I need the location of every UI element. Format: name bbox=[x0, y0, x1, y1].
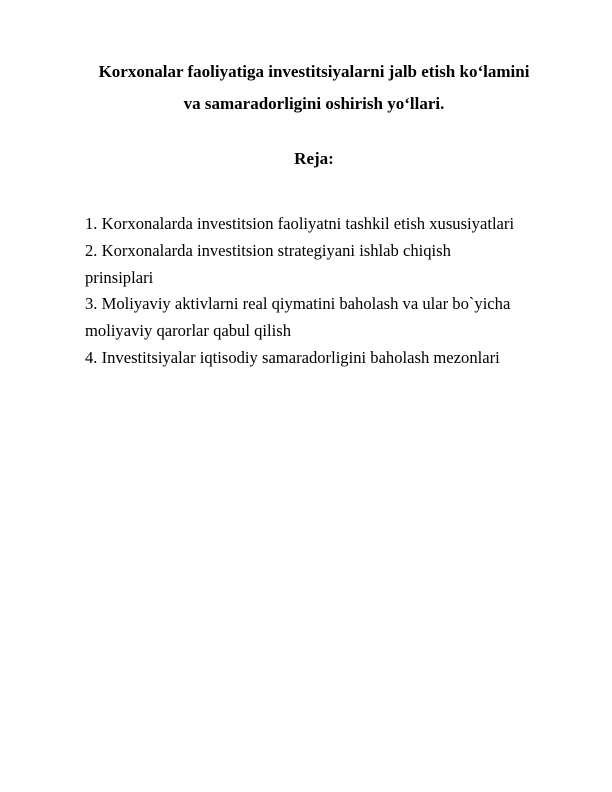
document-title-line-1: Korxonalar faoliyatiga investitsiyalarni jalb etish ko‘lamini bbox=[98, 62, 530, 81]
plan-item-2 bbox=[85, 238, 565, 292]
plan-item-1-line-1: 1. Korxonalarda investitsion faoliyatni tashkil etish xususiyatlari bbox=[85, 214, 515, 233]
plan-item-2-line-1: 2. Korxonalarda investitsion strategiyani ishlab chiqish bbox=[85, 240, 451, 260]
plan-item-4-line-1: 4. Investitsiyalar iqtisodiy samaradorligini baholash mezonlari bbox=[85, 347, 500, 367]
plan-item-3-line-1: 3. Moliyaviy aktivlarni real qiymatini baholash va ular bo`yicha bbox=[85, 294, 511, 314]
plan-list bbox=[85, 211, 565, 372]
document-title bbox=[84, 56, 544, 120]
plan-item-3-line-2: moliyaviy qarorlar qabul qilish bbox=[85, 321, 291, 341]
plan-item-3 bbox=[85, 291, 565, 345]
plan-item-4 bbox=[85, 345, 565, 372]
plan-item-1 bbox=[85, 211, 565, 238]
plan-item-2-line-2: prinsiplari bbox=[85, 267, 154, 287]
document-title-line-2: va samaradorligini oshirish yo‘llari. bbox=[183, 94, 445, 113]
plan-heading: Reja: bbox=[294, 149, 334, 168]
